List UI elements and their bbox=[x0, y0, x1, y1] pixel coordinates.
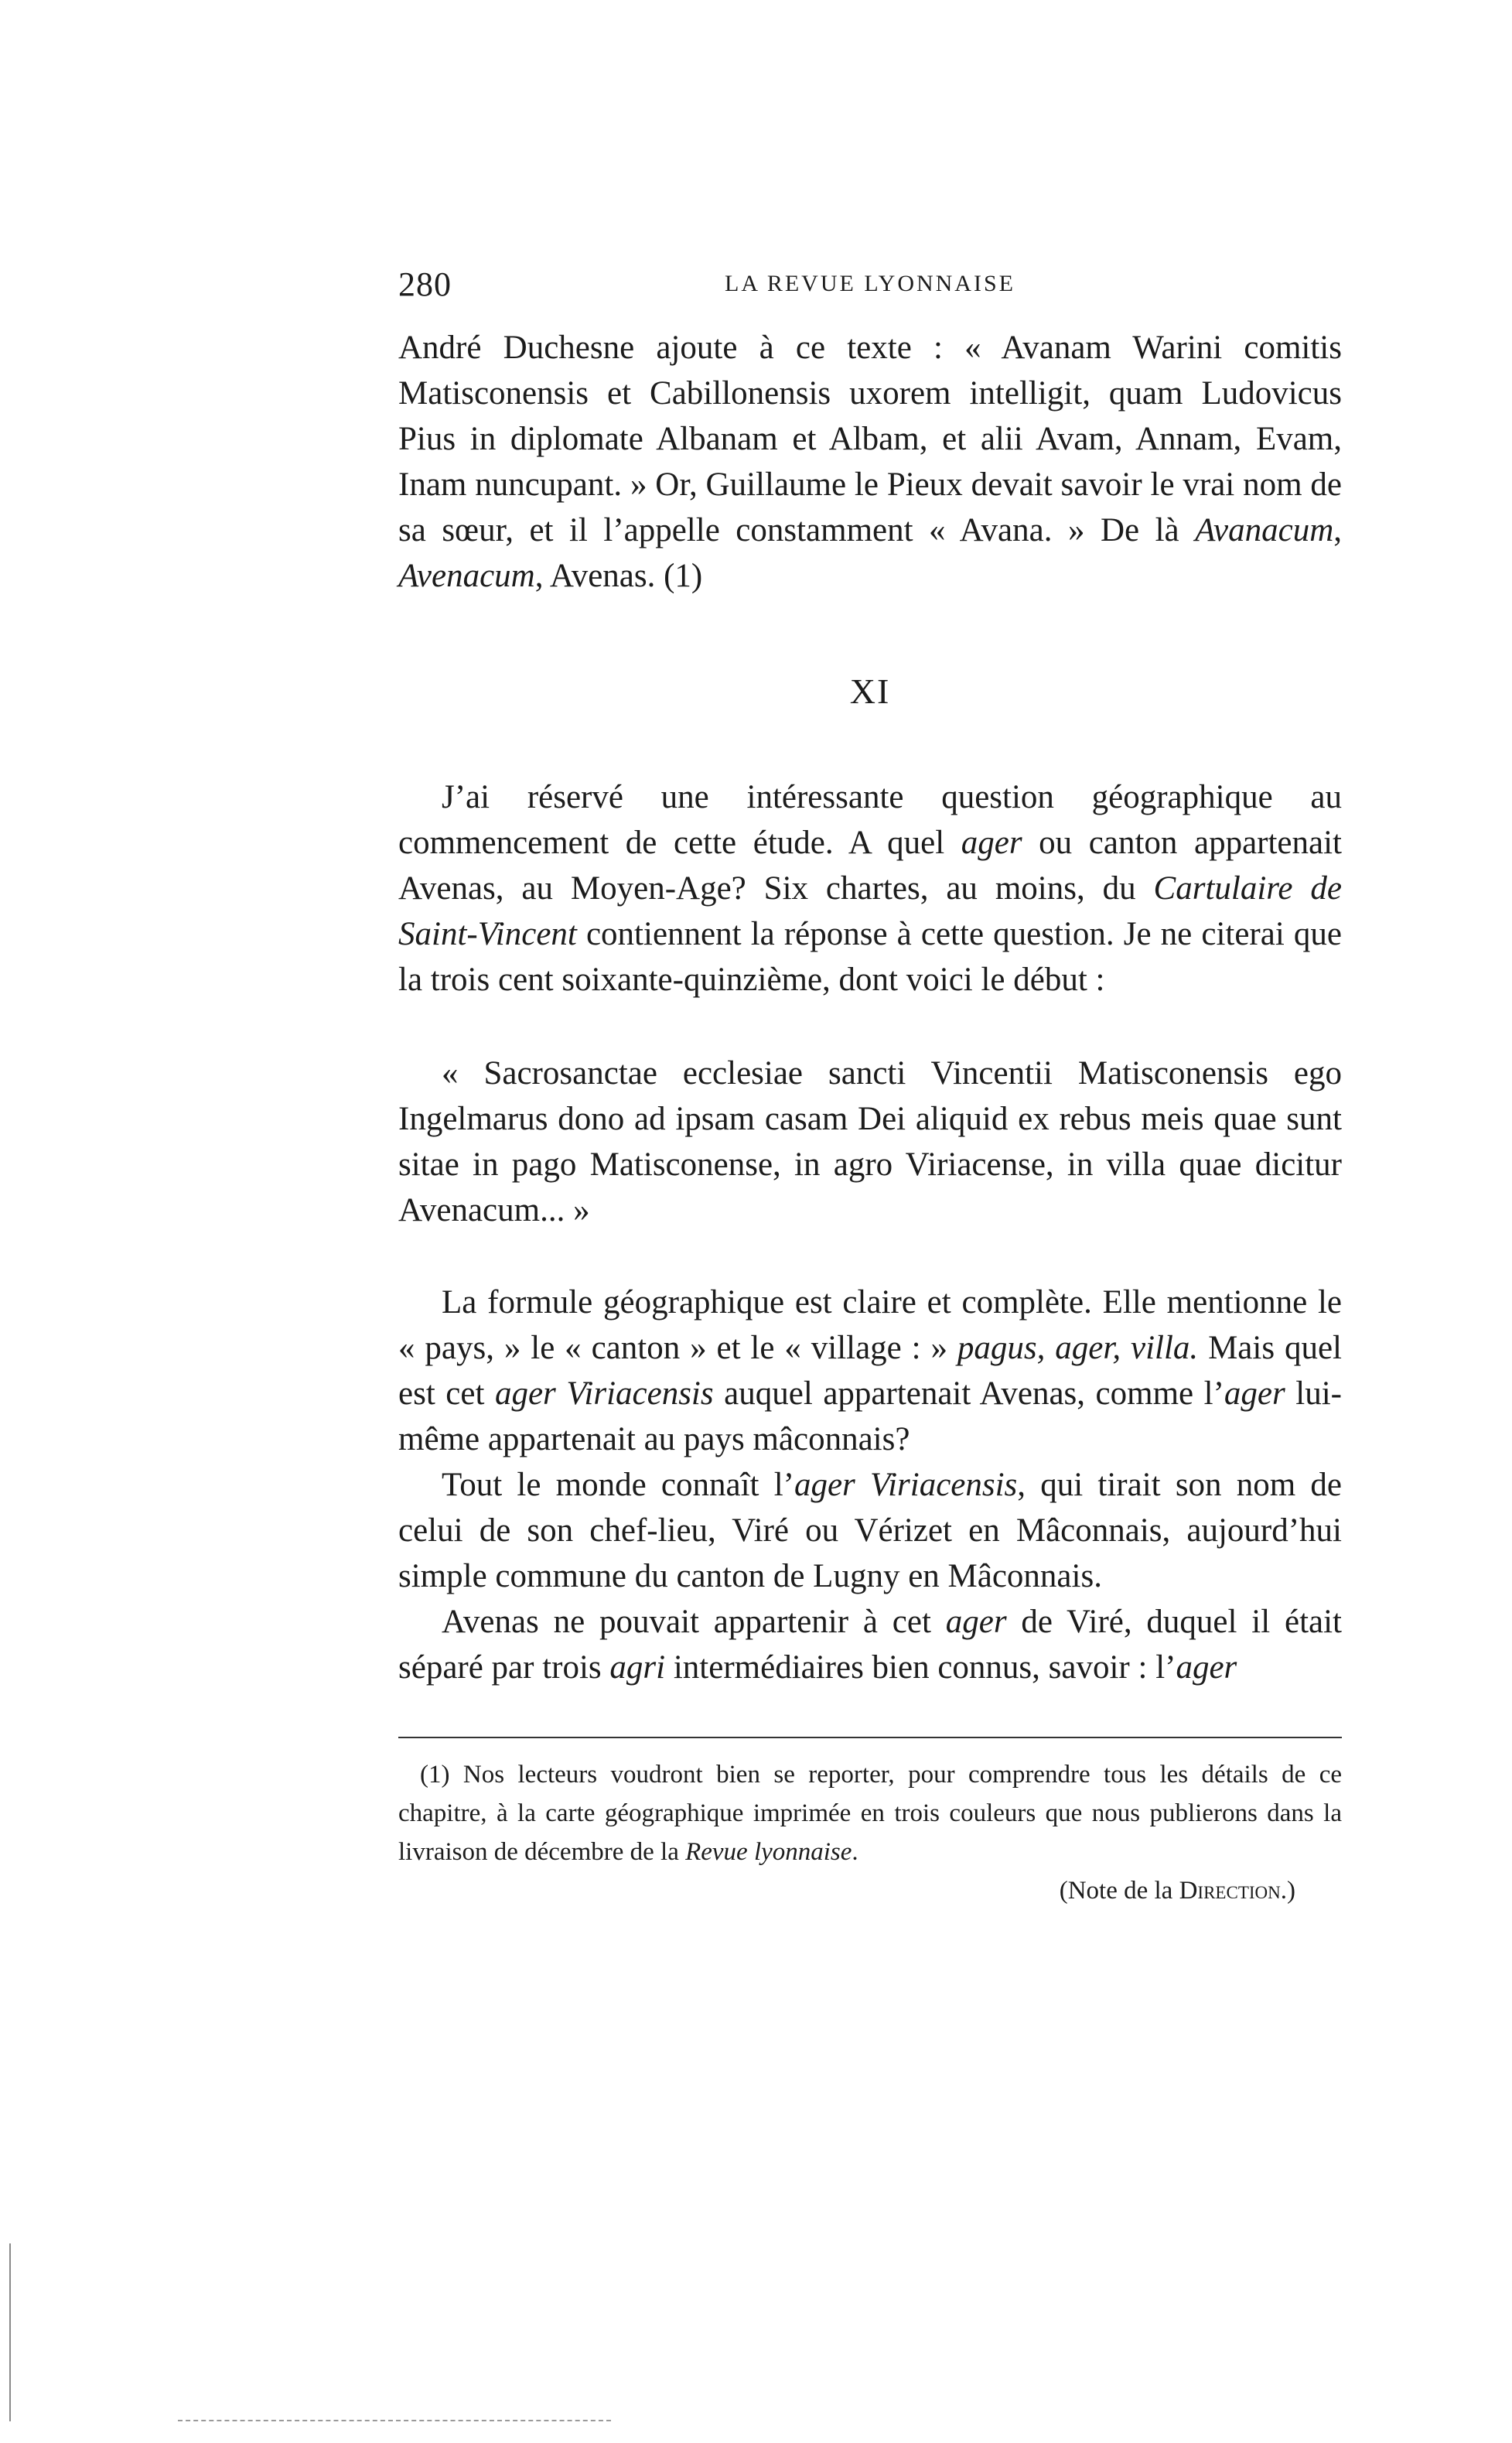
text-span: Mais quel est cet bbox=[398, 1330, 1342, 1412]
scan-bottom-mark bbox=[178, 2420, 611, 2421]
text-span: de Viré, duquel il était séparé par trois bbox=[398, 1604, 1342, 1686]
text-span: J’ai réservé une intéressante question géographique au commencement de cette étude. A quel bbox=[398, 779, 1342, 861]
italic-term: ager Viriacensis bbox=[794, 1467, 1018, 1503]
paragraph-viriacensis bbox=[398, 1462, 1342, 1599]
text-span: La formule géographique est claire et complète. Elle mentionne le « pays, » le « canton » et le « village : » bbox=[398, 1284, 1342, 1366]
section-heading: XI bbox=[849, 671, 891, 711]
italic-term: Cartulaire de Saint-Vincent bbox=[398, 870, 1342, 952]
book-page bbox=[398, 255, 1342, 1910]
italic-term: ager bbox=[945, 1604, 1007, 1640]
paragraph-avenas bbox=[398, 1599, 1342, 1690]
paragraph-duchesne bbox=[398, 325, 1342, 599]
paragraph-question bbox=[398, 774, 1342, 1003]
italic-term: Avenacum bbox=[398, 558, 535, 594]
running-title: LA REVUE LYONNAISE bbox=[725, 271, 1015, 296]
italic-term: ager bbox=[1224, 1375, 1285, 1412]
text-span: , bbox=[1333, 512, 1342, 548]
text-span: . bbox=[852, 1838, 858, 1866]
italic-term: Avanacum bbox=[1195, 512, 1334, 548]
italic-title: Revue lyonnaise bbox=[685, 1838, 852, 1866]
italic-term: ager bbox=[1176, 1649, 1237, 1686]
text-span: intermédiaires bien connus, savoir : l’ bbox=[665, 1649, 1176, 1686]
text-span: lui-même appartenait au pays mâconnais? bbox=[398, 1375, 1343, 1457]
italic-term: pagus, ager, villa. bbox=[957, 1330, 1199, 1366]
footnote-signature bbox=[398, 1871, 1342, 1910]
text-span: , qui tirait son nom de celui de son chef-lieu, Viré ou Vérizet en Mâconnais, aujourd’hui simple commune du canton de Lugny en Mâconnais. bbox=[398, 1467, 1343, 1594]
signature-name: Direction bbox=[1179, 1877, 1281, 1905]
text-span: (Note de la bbox=[1059, 1877, 1179, 1905]
text-span: André Duchesne ajoute à ce texte : « Avanam Warini comitis Matisconensis et Cabillonensis uxorem intelligit, quam Ludovicus Pius in diplomate Albanam et Albam, et alii Avam, Annam, Evam, Inam nuncupant. » Or, Guillaume le Pieux devait savoir le vrai nom de sa sœur, et il l’appelle constamment « Avana. » De là bbox=[398, 330, 1342, 548]
charter-quote: « Sacrosanctae ecclesiae sancti Vincentii Matisconensis ego Ingelmarus dono ad ipsam casam Dei aliquid ex rebus meis quae sunt sitae in pago Matisconense, in agro Viriacense, in villa quae dicitur Avenacum... » bbox=[398, 1055, 1342, 1228]
text-span: Avenas ne pouvait appartenir à cet bbox=[442, 1604, 946, 1640]
footnote bbox=[398, 1755, 1342, 1871]
paragraph-formula bbox=[398, 1280, 1342, 1462]
italic-term: agri bbox=[609, 1649, 666, 1686]
footnote-rule bbox=[398, 1737, 1342, 1738]
page-number: 280 bbox=[398, 265, 452, 303]
text-span: Tout le monde connaît l’ bbox=[442, 1467, 794, 1503]
italic-term: ager bbox=[961, 825, 1022, 861]
scan-margin-line bbox=[9, 2243, 11, 2421]
body-text bbox=[398, 325, 1342, 1690]
text-span: ou canton appartenait Avenas, au Moyen-Age? Six chartes, au moins, du bbox=[398, 825, 1342, 907]
text-span: contiennent la réponse à cette question. Je ne citerai que la trois cent soixante-quinzième, dont voici le début : bbox=[398, 916, 1342, 998]
text-span: .) bbox=[1280, 1877, 1295, 1905]
page-header bbox=[398, 255, 1342, 317]
text-span: , Avenas. (1) bbox=[534, 558, 703, 594]
text-span: (1) Nos lecteurs voudront bien se reporter, pour comprendre tous les détails de ce chapitre, à la carte géographique imprimée en trois couleurs que nous publierons dans la livraison de décembre de la bbox=[398, 1761, 1342, 1866]
italic-term: ager Viriacensis bbox=[494, 1375, 714, 1412]
text-span: auquel appartenait Avenas, comme l’ bbox=[713, 1375, 1224, 1412]
